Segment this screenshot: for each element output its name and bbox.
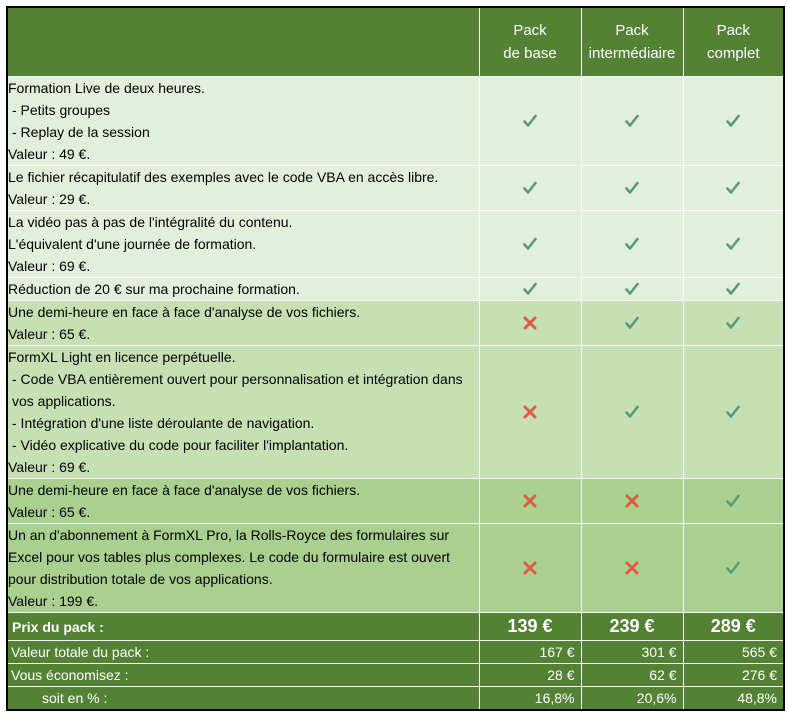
check-icon [522,180,538,196]
header-corner [7,7,479,77]
check-icon [725,180,741,196]
feature-mark-base [479,479,581,524]
check-icon [624,315,640,331]
feature-mark-intermediaire [581,479,683,524]
feature-line: Valeur : 49 €. [8,146,91,162]
price-row [7,613,784,641]
summary-percent-complet: 48,8% [683,687,784,711]
feature-row [7,211,784,278]
check-icon [624,236,640,252]
feature-mark-complet [683,278,784,301]
cross-icon [522,315,538,331]
summary-savings-intermediaire: 62 € [581,664,683,687]
feature-line: Valeur : 65 €. [8,504,91,520]
summary-savings-complet: 276 € [683,664,784,687]
feature-rows [7,77,784,613]
feature-mark-complet [683,524,784,613]
feature-line: Le fichier récapitulatif des exemples avec le code VBA en accès libre. [8,169,439,185]
summary-percent-label: soit en % : [7,687,479,711]
header-pack-complet [683,7,784,77]
feature-row [7,524,784,613]
header-pack-complet-line1: Pack [716,22,750,39]
check-icon [624,113,640,129]
check-icon [725,236,741,252]
check-icon [725,404,741,420]
cross-icon [522,560,538,576]
price-intermediaire: 239 € [581,613,683,641]
check-icon [624,404,640,420]
feature-line: L'équivalent d'une journée de formation. [8,236,257,252]
feature-line: - Vidéo explicative du code pour faciliter l'implantation. [12,437,349,453]
feature-mark-complet [683,346,784,479]
cross-icon [624,560,640,576]
feature-line: Valeur : 69 €. [8,258,91,274]
feature-row [7,301,784,346]
summary-row-total [7,641,784,664]
feature-mark-intermediaire [581,278,683,301]
pricing-table [6,6,785,711]
feature-line: Valeur : 69 €. [8,459,91,475]
header-pack-complet-line2: complet [706,45,760,62]
feature-line: Une demi-heure en face à face d'analyse de vos fichiers. [8,304,361,320]
summary-row-percent [7,687,784,711]
feature-mark-intermediaire [581,346,683,479]
feature-mark-intermediaire [581,301,683,346]
feature-description [7,278,479,301]
check-icon [522,113,538,129]
price-base: 139 € [479,613,581,641]
feature-line: Réduction de 20 € sur ma prochaine formation. [8,281,300,297]
feature-mark-complet [683,479,784,524]
feature-description [7,211,479,278]
summary-savings-label: Vous économisez : [7,664,479,687]
feature-mark-intermediaire [581,166,683,211]
summary-percent-base: 16,8% [479,687,581,711]
feature-mark-complet [683,166,784,211]
header-pack-base [479,7,581,77]
feature-mark-base [479,211,581,278]
summary-total-base: 167 € [479,641,581,664]
summary-percent-intermediaire: 20,6% [581,687,683,711]
feature-mark-base [479,77,581,166]
feature-line: FormXL Light en licence perpétuelle. [8,349,236,365]
header-pack-intermediaire-line2: intermédiaire [588,45,676,62]
feature-description [7,166,479,211]
feature-mark-intermediaire [581,77,683,166]
feature-description [7,346,479,479]
header-row [7,7,784,77]
feature-line: Valeur : 29 €. [8,191,91,207]
feature-row [7,278,784,301]
feature-mark-complet [683,211,784,278]
feature-line: Un an d'abonnement à FormXL Pro, la Rolls-Royce des formulaires sur Excel pour vos tables plus complexes. Le code du formulaire est ouvert pour distribution totale de vos applications. [8,527,451,587]
feature-description [7,524,479,613]
header-pack-intermediaire-line1: Pack [615,22,649,39]
header-pack-intermediaire [581,7,683,77]
feature-mark-intermediaire [581,524,683,613]
feature-line: - Intégration d'une liste déroulante de navigation. [12,415,315,431]
feature-mark-base [479,346,581,479]
header-pack-base-line2: de base [503,45,557,62]
feature-mark-base [479,524,581,613]
feature-description [7,77,479,166]
price-label: Prix du pack : [7,613,479,641]
check-icon [725,113,741,129]
feature-mark-base [479,278,581,301]
check-icon [725,281,741,297]
check-icon [725,315,741,331]
feature-line: Formation Live de deux heures. [8,80,205,96]
check-icon [522,236,538,252]
feature-mark-intermediaire [581,211,683,278]
cross-icon [522,404,538,420]
check-icon [725,493,741,509]
summary-total-intermediaire: 301 € [581,641,683,664]
check-icon [624,180,640,196]
feature-row [7,479,784,524]
feature-mark-complet [683,301,784,346]
feature-line: - Code VBA entièrement ouvert pour personnalisation et intégration dans vos applications. [12,371,463,409]
feature-line: - Petits groupes [12,102,111,118]
header-pack-base-line1: Pack [513,22,547,39]
price-complet: 289 € [683,613,784,641]
feature-line: Valeur : 65 €. [8,326,91,342]
summary-row-savings [7,664,784,687]
cross-icon [624,493,640,509]
feature-description [7,479,479,524]
summary-savings-base: 28 € [479,664,581,687]
summary-total-label: Valeur totale du pack : [7,641,479,664]
feature-row [7,346,784,479]
feature-mark-base [479,301,581,346]
feature-mark-complet [683,77,784,166]
feature-row [7,77,784,166]
check-icon [624,281,640,297]
check-icon [522,281,538,297]
feature-row [7,166,784,211]
feature-mark-base [479,166,581,211]
feature-line: - Replay de la session [12,124,150,140]
summary-total-complet: 565 € [683,641,784,664]
feature-description [7,301,479,346]
feature-line: Valeur : 199 €. [8,593,99,609]
cross-icon [522,493,538,509]
feature-line: La vidéo pas à pas de l'intégralité du contenu. [8,214,293,230]
check-icon [725,560,741,576]
feature-line: Une demi-heure en face à face d'analyse de vos fichiers. [8,482,361,498]
